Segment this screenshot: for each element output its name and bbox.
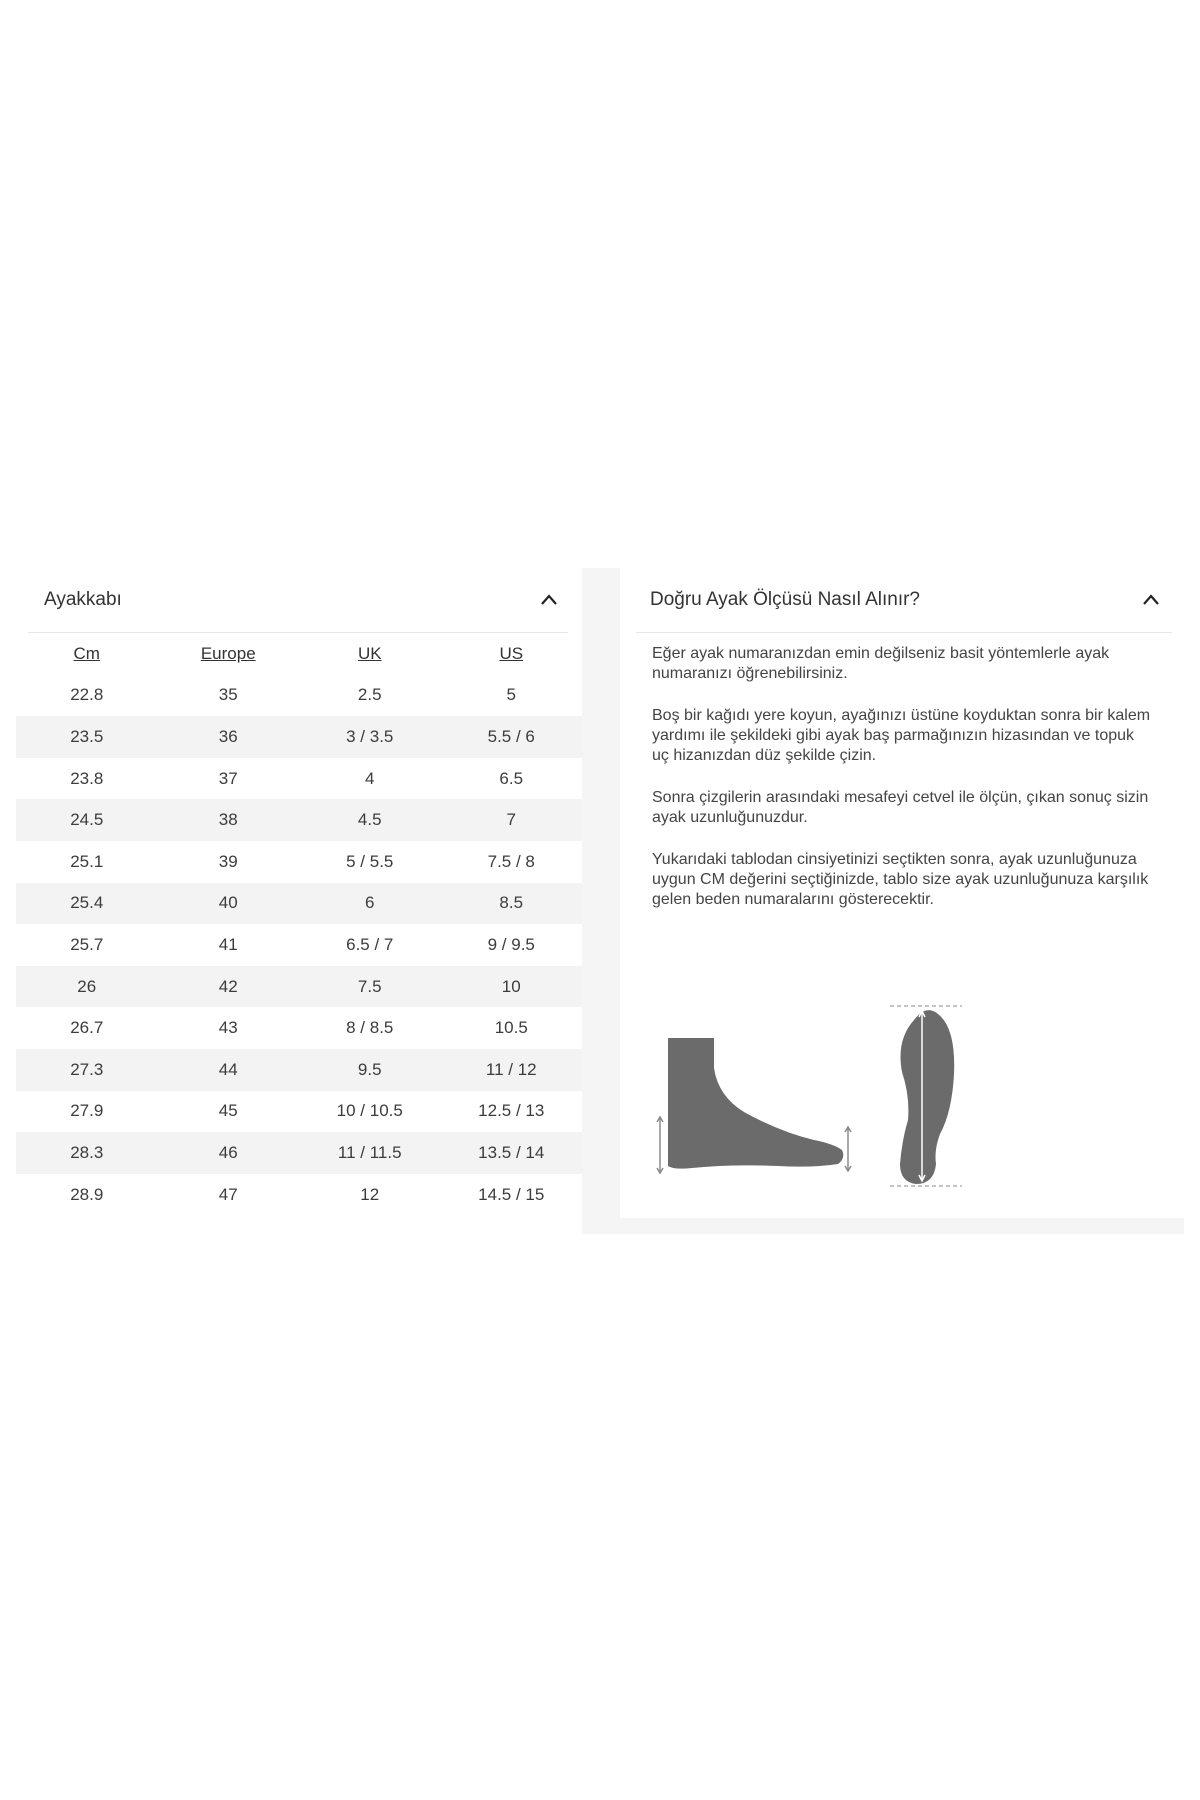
table-row <box>16 1174 582 1216</box>
size-cell-cm: 24.5 <box>16 799 158 841</box>
size-cell-uk: 8 / 8.5 <box>346 1018 394 1038</box>
size-cell-europe: 46 <box>158 1132 300 1174</box>
size-cell-europe: 36 <box>158 716 300 758</box>
size-cell-cm: 26 <box>16 966 158 1008</box>
size-cell-europe: 39 <box>218 851 238 871</box>
size-cell-cm: 23.8 <box>70 768 104 788</box>
table-row <box>16 841 582 883</box>
column-header-cm[interactable]: Cm <box>73 643 100 663</box>
measure-guide-header[interactable] <box>650 568 1160 632</box>
size-cell-europe: 37 <box>218 768 238 788</box>
size-cell-uk: 9.5 <box>299 1049 441 1091</box>
measure-guide-title: Doğru Ayak Ölçüsü Nasıl Alınır? <box>650 589 920 610</box>
table-header-row <box>16 633 582 675</box>
size-cell-cm: 25.7 <box>70 934 104 954</box>
size-guide-container <box>16 568 1184 1234</box>
table-row <box>16 924 582 966</box>
table-row <box>16 675 582 717</box>
size-cell-us: 12.5 / 13 <box>478 1101 545 1121</box>
table-row <box>16 1049 582 1091</box>
table-row <box>16 1091 582 1133</box>
size-cell-europe: 40 <box>158 883 300 925</box>
instruction-paragraph: Boş bir kağıdı yere koyun, ayağınızı üstüne koyduktan sonra bir kalem yardımı ile şekildeki gibi ayak baş parmağınızın hizasından ve topuk uç hizanızdan düz şekilde çizin. <box>652 707 1151 764</box>
size-cell-europe: 47 <box>218 1184 238 1204</box>
size-cell-us: 9 / 9.5 <box>487 934 535 954</box>
size-cell-cm: 28.9 <box>70 1184 104 1204</box>
size-cell-us: 6.5 <box>499 768 524 788</box>
size-table-body <box>16 675 582 1216</box>
chevron-up-icon[interactable] <box>1142 593 1160 607</box>
size-cell-europe: 45 <box>218 1101 238 1121</box>
size-cell-uk: 12 <box>360 1184 380 1204</box>
foot-sole-icon <box>890 1006 962 1186</box>
size-cell-us: 7 <box>441 799 583 841</box>
size-cell-uk: 6.5 / 7 <box>346 934 394 954</box>
size-cell-us: 5.5 / 6 <box>441 716 583 758</box>
table-row <box>16 883 582 925</box>
size-cell-cm: 25.1 <box>70 851 104 871</box>
size-cell-cm: 23.5 <box>16 716 158 758</box>
size-cell-europe: 42 <box>158 966 300 1008</box>
size-cell-uk: 5 / 5.5 <box>346 851 394 871</box>
size-cell-us: 10 <box>441 966 583 1008</box>
size-cell-cm: 28.3 <box>16 1132 158 1174</box>
table-row <box>16 966 582 1008</box>
size-cell-uk: 4 <box>365 768 375 788</box>
size-cell-uk: 4.5 <box>299 799 441 841</box>
size-cell-us: 11 / 12 <box>441 1049 583 1091</box>
size-cell-europe: 41 <box>218 934 238 954</box>
column-header-europe[interactable]: Europe <box>200 643 256 663</box>
measure-instructions <box>652 644 1152 932</box>
header-divider <box>636 632 1172 633</box>
size-cell-us: 8.5 <box>441 883 583 925</box>
size-cell-uk: 11 / 11.5 <box>299 1132 441 1174</box>
measure-guide-panel <box>620 568 1184 1218</box>
column-header-uk[interactable]: UK <box>357 643 382 663</box>
size-cell-uk: 6 <box>299 883 441 925</box>
size-cell-us: 7.5 / 8 <box>487 851 535 871</box>
size-cell-cm: 25.4 <box>16 883 158 925</box>
size-cell-cm: 26.7 <box>70 1018 104 1038</box>
table-row <box>16 716 582 758</box>
shoe-size-title: Ayakkabı <box>44 589 122 610</box>
size-cell-uk: 7.5 <box>299 966 441 1008</box>
size-cell-cm: 27.9 <box>70 1101 104 1121</box>
size-cell-europe: 44 <box>158 1049 300 1091</box>
foot-measure-illustration <box>652 1000 1112 1190</box>
size-cell-us: 5 <box>506 685 516 705</box>
size-cell-us: 14.5 / 15 <box>478 1184 545 1204</box>
shoe-size-panel <box>16 568 582 1234</box>
size-cell-europe: 38 <box>158 799 300 841</box>
size-cell-europe: 43 <box>218 1018 238 1038</box>
table-row <box>16 799 582 841</box>
instruction-paragraph: Yukarıdaki tablodan cinsiyetinizi seçtikten sonra, ayak uzunluğunuza uygun CM değerini seçtiğinizde, tablo size ayak uzunluğunuza karşılık gelen beden numaralarını gösterecektir. <box>652 851 1149 908</box>
column-header-us[interactable]: US <box>499 643 524 663</box>
shoe-size-header[interactable] <box>44 568 558 632</box>
size-cell-uk: 10 / 10.5 <box>336 1101 403 1121</box>
foot-side-icon <box>657 1038 851 1173</box>
instruction-paragraph: Eğer ayak numaranızdan emin değilseniz basit yöntemlerle ayak numaranızı öğrenebilirsiniz. <box>652 645 1110 682</box>
size-cell-cm: 27.3 <box>16 1049 158 1091</box>
instruction-paragraph: Sonra çizgilerin arasındaki mesafeyi cetvel ile ölçün, çıkan sonuç sizin ayak uzunluğunuzdur. <box>652 789 1149 826</box>
table-row <box>16 1007 582 1049</box>
size-cell-cm: 22.8 <box>70 685 104 705</box>
table-row <box>16 758 582 800</box>
size-table <box>16 633 582 1215</box>
size-cell-us: 10.5 <box>494 1018 528 1038</box>
size-cell-uk: 3 / 3.5 <box>299 716 441 758</box>
size-cell-uk: 2.5 <box>357 685 382 705</box>
chevron-up-icon[interactable] <box>540 593 558 607</box>
size-cell-us: 13.5 / 14 <box>441 1132 583 1174</box>
table-row <box>16 1132 582 1174</box>
size-cell-europe: 35 <box>218 685 238 705</box>
